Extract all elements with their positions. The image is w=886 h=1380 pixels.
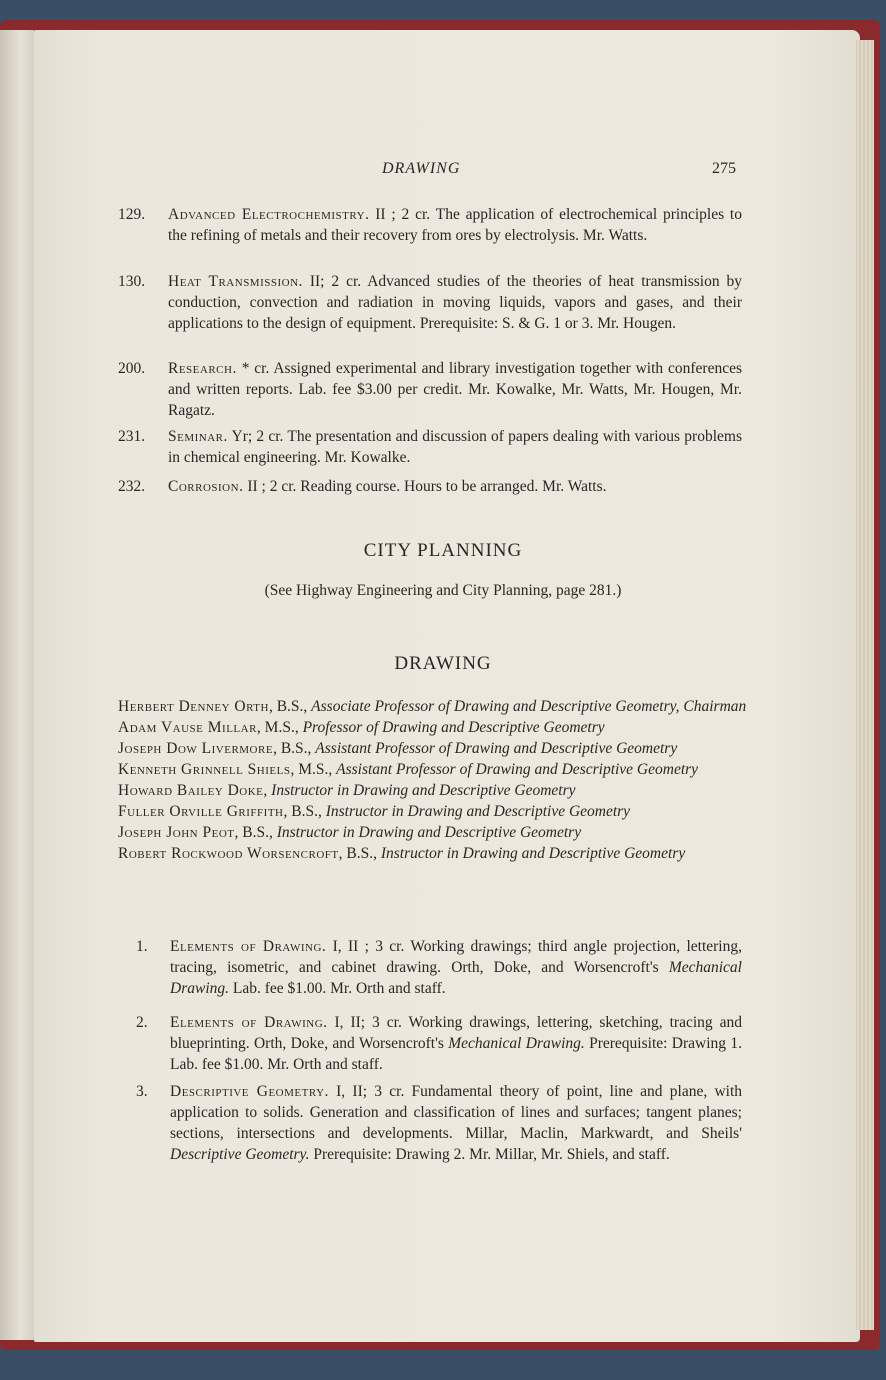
course-title: Heat Transmission. bbox=[168, 273, 303, 290]
staff-entry: Howard Bailey Doke, Instructor in Drawing and Descriptive Geometry bbox=[118, 782, 576, 799]
course-number: 3. bbox=[136, 1083, 148, 1100]
course-description: II; 2 cr. Advanced studies of the theories of heat transmission by conduction, convection and radiation in moving liquids, vapors and gases, and their applications to the design of equipment. Prerequisite: S. & G. 1 or 3. Mr. Hougen. bbox=[168, 273, 742, 332]
course-entry: 2. Elements of Drawing. I, II; 3 cr. Working drawings, lettering, sketching, tracing and blueprinting. Orth, Doke, and Worsencroft's Mechanical Drawing. Prerequisite: Drawing 1. Lab. fee $1.00. Mr. Orth and staff. bbox=[136, 1014, 742, 1073]
left-page-edge bbox=[0, 30, 34, 1340]
course-description: II ; 2 cr. The application of electrochemical principles to the refining of metals and their recovery from ores by electrolysis. Mr. Watts. bbox=[168, 206, 742, 244]
course-description: * cr. Assigned experimental and library investigation together with conferences and written reports. Lab. fee $3.00 per credit. Mr. Kowalke, Mr. Watts, Mr. Hougen, Mr. Ragatz. bbox=[168, 360, 742, 419]
course-number: 2. bbox=[136, 1014, 148, 1031]
course-entry bbox=[118, 476, 742, 497]
cross-reference-note: (See Highway Engineering and City Planning, page 281.) bbox=[264, 582, 622, 599]
page-stack-edge bbox=[856, 40, 874, 1330]
course-entry: 1. Elements of Drawing. I, II ; 3 cr. Working drawings; third angle projection, lettering, tracing, isometric, and cabinet drawing. Orth, Doke, and Worsencroft's Mechanical Drawing. Lab. fee $1.00. Mr. Orth and staff. bbox=[136, 938, 742, 997]
staff-entry: Robert Rockwood Worsencroft, B.S., Instructor in Drawing and Descriptive Geometry bbox=[118, 845, 686, 862]
course-title: Research. bbox=[168, 360, 237, 377]
course-number: 232. bbox=[118, 478, 146, 495]
staff-entry: Kenneth Grinnell Shiels, M.S., Assistant Professor of Drawing and Descriptive Geometry bbox=[118, 761, 699, 778]
course-entry bbox=[118, 204, 742, 246]
running-head-title: DRAWING bbox=[382, 160, 461, 177]
course-number: 1. bbox=[136, 938, 148, 955]
course-entry bbox=[118, 358, 742, 421]
course-entry bbox=[118, 426, 742, 468]
course-number: 231. bbox=[118, 428, 146, 445]
staff-entry: Adam Vause Millar, M.S., Professor of Drawing and Descriptive Geometry bbox=[118, 719, 605, 736]
course-title: Advanced Electrochemistry. bbox=[168, 206, 370, 223]
staff-list bbox=[118, 696, 748, 864]
course-number: 129. bbox=[118, 206, 146, 223]
course-entry bbox=[118, 271, 742, 334]
course-title: Corrosion. bbox=[168, 478, 244, 495]
course-number: 130. bbox=[118, 273, 146, 290]
section-heading-drawing: DRAWING bbox=[394, 653, 492, 674]
course-description: Yr; 2 cr. The presentation and discussion of papers dealing with various problems in chemical engineering. Mr. Kowalke. bbox=[168, 428, 742, 466]
staff-entry: Joseph John Peot, B.S., Instructor in Drawing and Descriptive Geometry bbox=[118, 824, 582, 841]
course-title: Seminar. bbox=[168, 428, 228, 445]
course-number: 200. bbox=[118, 360, 146, 377]
staff-entry: Herbert Denney Orth, B.S., Associate Professor of Drawing and Descriptive Geometry, Chairman bbox=[118, 698, 747, 715]
course-description: II ; 2 cr. Reading course. Hours to be arranged. Mr. Watts. bbox=[243, 478, 607, 495]
course-entry: 3. Descriptive Geometry. I, II; 3 cr. Fundamental theory of point, line and plane, with application to solids. Generation and classification of lines and surfaces; tangent planes; sections, intersections and developments. Millar, Maclin, Markwardt, and Sheils' Descriptive Geometry. Prerequisite: Drawing 2. Mr. Millar, Mr. Shiels, and staff. bbox=[136, 1083, 743, 1163]
section-heading-city-planning: CITY PLANNING bbox=[363, 540, 523, 561]
staff-entry: Fuller Orville Griffith, B.S., Instructor in Drawing and Descriptive Geometry bbox=[118, 803, 631, 820]
staff-entry: Joseph Dow Livermore, B.S., Assistant Professor of Drawing and Descriptive Geometry bbox=[118, 740, 678, 757]
page-number: 275 bbox=[712, 160, 736, 177]
running-head bbox=[0, 160, 886, 186]
